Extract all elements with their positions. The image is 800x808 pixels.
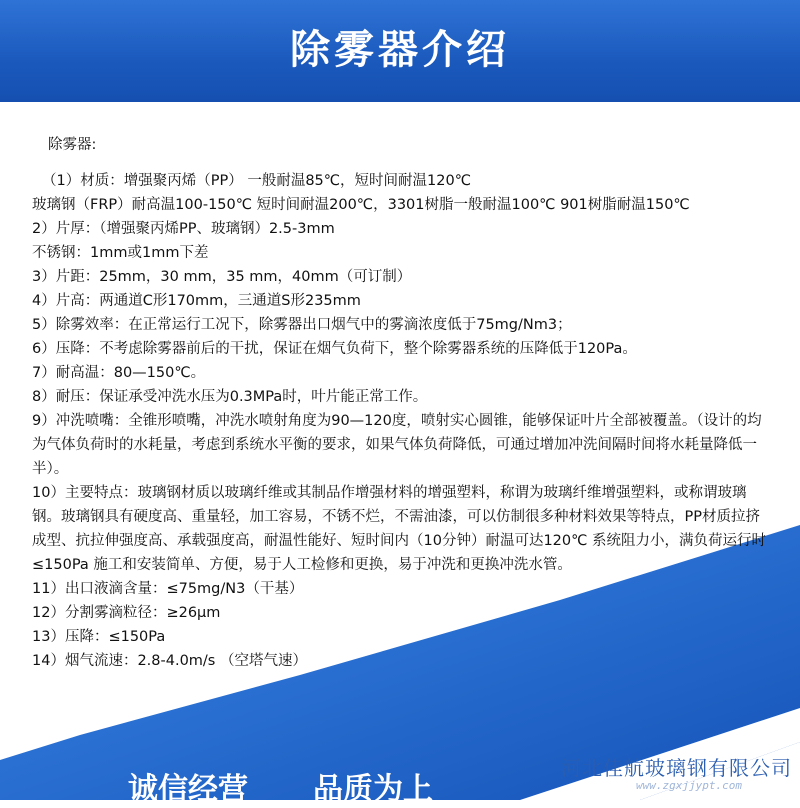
watermark: www.zgxjjypt.com	[636, 779, 742, 792]
page-title: 除雾器介绍	[290, 27, 510, 73]
spec-line: 2）片厚：（增强聚丙烯PP、玻璃钢）2.5-3mm	[32, 221, 335, 237]
spec-content	[32, 133, 772, 673]
spec-line: （1）材质：增强聚丙烯（PP） 一般耐温85℃，短时间耐温120℃	[42, 173, 472, 189]
spec-line: 7）耐高温：80—150℃。	[32, 365, 206, 381]
company-name: 河北佳航玻璃钢有限公司	[561, 756, 792, 780]
spec-paragraph-nozzle: 9）冲洗喷嘴：全锥形喷嘴，冲洗水喷射角度为90—120度，喷射实心圆锥，能够保证叶片全部被覆盖。（设计的均为气体负荷时的水耗量，考虑到系统水平衡的要求，如果气体负荷降低，可通过增加冲洗间隔时间将水耗量降低一半）。	[32, 413, 762, 477]
spec-paragraph-features: 10）主要特点：玻璃钢材质以玻璃纤维或其制品作增强材料的增强塑料，称谓为玻璃纤维增强塑料，或称谓玻璃钢。玻璃钢具有硬度高、重量轻，加工容易，不锈不烂，不需油漆，可以仿制很多种材料效果等特点，PP材质拉挤成型、抗拉伸强度高、承载强度高，耐温性能好、短时间内（10分钟）耐温可达120℃ 系统阻力小，满负荷运行时≤150Pa 施工和安装简单、方便，易于人工检修和更换，易于冲洗和更换冲洗水管。	[32, 485, 767, 573]
slogan-right: 品质为上	[313, 772, 433, 807]
spec-line: 14）烟气流速：2.8-4.0m/s （空塔气速）	[32, 653, 307, 669]
spec-line: 4）片高：两通道C形170mm，三通道S形235mm	[32, 293, 361, 309]
spec-line: 玻璃钢（FRP）耐高温100-150℃ 短时间耐温200℃，3301树脂一般耐温100℃ 901树脂耐温150℃	[32, 197, 690, 213]
slogan-left: 诚信经营	[128, 772, 248, 807]
spec-line: 3）片距：25mm，30 mm，35 mm，40mm（可订制）	[32, 269, 412, 285]
spec-line: 8）耐压：保证承受冲洗水压为0.3MPa时，叶片能正常工作。	[32, 389, 428, 405]
intro-heading: 除雾器:	[48, 137, 97, 153]
spec-line: 6）压降：不考虑除雾器前后的干扰，保证在烟气负荷下，整个除雾器系统的压降低于120Pa。	[32, 341, 637, 357]
spec-line: 5）除雾效率：在正常运行工况下，除雾器出口烟气中的雾滴浓度低于75mg/Nm3；	[32, 317, 572, 333]
spec-line: 11）出口液滴含量：≤75mg/N3（干基）	[32, 581, 304, 597]
spec-line: 不锈钢：1mm或1mm下差	[32, 245, 209, 261]
spec-line: 12）分割雾滴粒径：≥26μm	[32, 605, 221, 621]
spec-line: 13）压降：≤150Pa	[32, 629, 166, 645]
